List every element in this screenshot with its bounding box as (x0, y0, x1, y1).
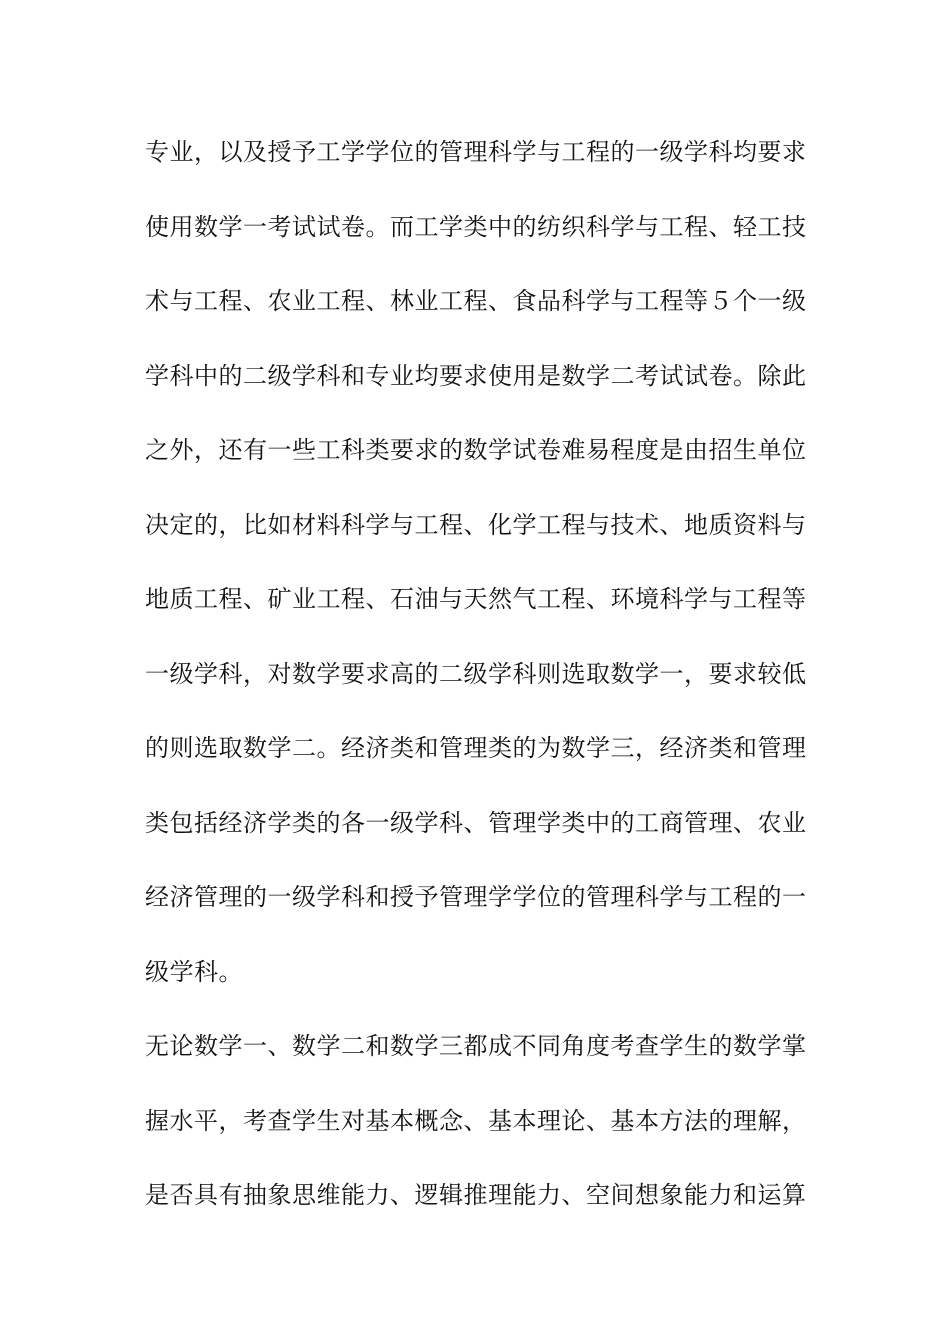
paragraph-1-line-3: 术与工程、农业工程、林业工程、食品科学与工程等５个一级 (145, 287, 807, 315)
paragraph-1-line-11: 经济管理的一级学科和授予管理学学位的管理科学与工程的一 (145, 883, 807, 911)
paragraph-2-line-3: 是否具有抽象思维能力、逻辑推理能力、空间想象能力和运算 (145, 1181, 807, 1209)
paragraph-2-line-1: 无论数学一、数学二和数学三都成不同角度考查学生的数学掌 (145, 1032, 807, 1060)
paragraph-2-line-2: 握水平，考查学生对基本概念、基本理论、基本方法的理解， (145, 1106, 807, 1135)
paragraph-1-line-2: 使用数学一考试试卷。而工学类中的纺织科学与工程、轻工技 (145, 212, 807, 241)
paragraph-1-line-8: 一级学科，对数学要求高的二级学科则选取数学一，要求较低 (145, 659, 807, 688)
paragraph-1-line-9: 的则选取数学二。经济类和管理类的为数学三，经济类和管理 (145, 734, 807, 762)
paragraph-1-line-6: 决定的，比如材料科学与工程、化学工程与技术、地质资料与 (145, 510, 807, 539)
paragraph-1-line-1: 专业，以及授予工学学位的管理科学与工程的一级学科均要求 (145, 138, 807, 166)
paragraph-1-line-7: 地质工程、矿业工程、石油与天然气工程、环境科学与工程等 (145, 585, 807, 613)
paragraph-1-line-4: 学科中的二级学科和专业均要求使用是数学二考试试卷。除此 (145, 361, 807, 390)
paragraph-1-line-10: 类包括经济学类的各一级学科、管理学类中的工商管理、农业 (145, 808, 807, 837)
paragraph-1-line-5: 之外，还有一些工科类要求的数学试卷难易程度是由招生单位 (145, 436, 807, 464)
body-text (145, 132, 810, 1250)
paragraph-1-line-12: 级学科。 (145, 957, 243, 986)
